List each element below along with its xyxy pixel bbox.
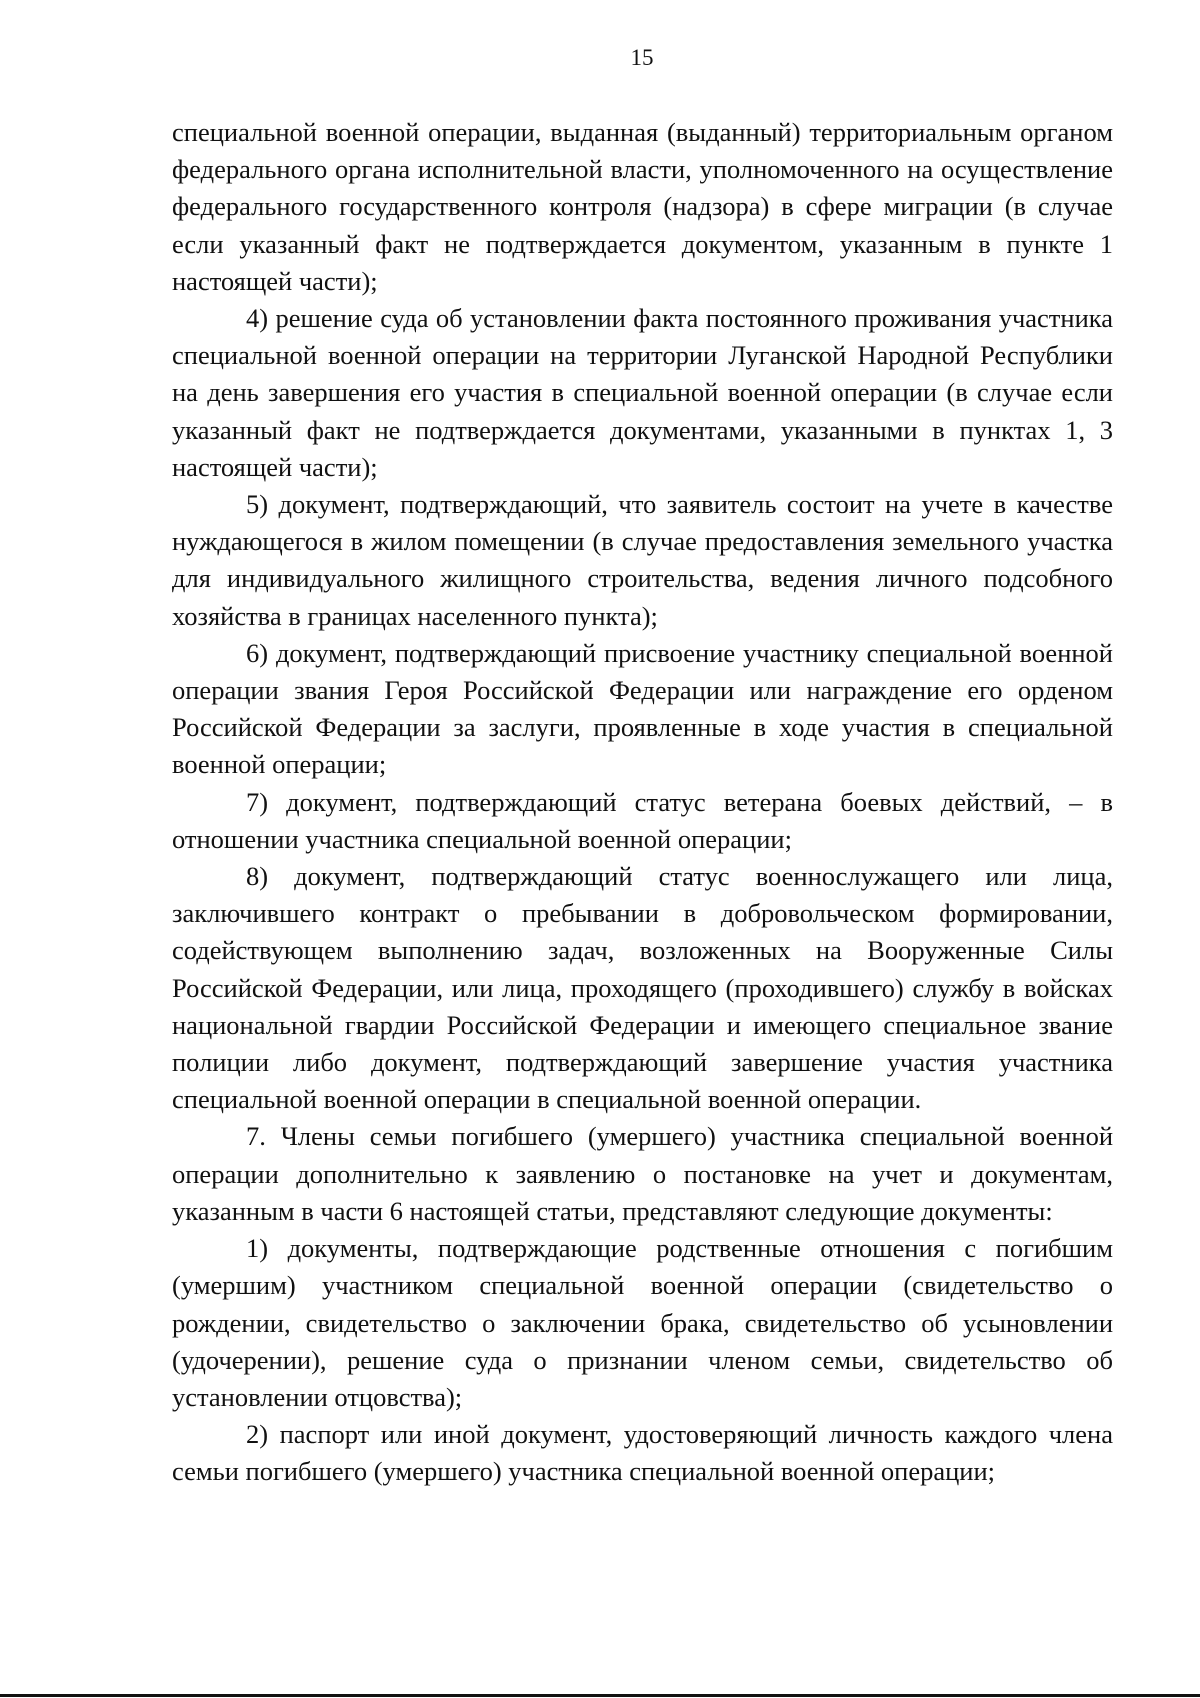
paragraph-part-7-item-1: 1) документы, подтверждающие родственные отношения с погибшим (умершим) участником специальной военной операции (свидетельство о рождении, свидетельство о заключении брака, свидетельство об усыновлении (удочерении), решение суда о признании членом семьи, свидетельство об установлении отцовства);: [172, 1233, 1113, 1412]
paragraph-item-6: 6) документ, подтверждающий присвоение участнику специальной военной операции звания Героя Российской Федерации или награждение его орденом Российской Федерации за заслуги, проявленные в ходе участия в специальной военной операции;: [172, 637, 1113, 780]
paragraph-item-7: 7) документ, подтверждающий статус ветерана боевых действий, – в отношении участника специальной военной операции;: [172, 786, 1113, 854]
paragraph-item-5: 5) документ, подтверждающий, что заявитель состоит на учете в качестве нуждающегося в жилом помещении (в случае предоставления земельного участка для индивидуального жилищного строительства, ведения личного подсобного хозяйства в границах населенного пункта);: [172, 489, 1113, 631]
page-number: 15: [630, 45, 654, 70]
paragraph-item-4: 4) решение суда об установлении факта постоянного проживания участника специальной военной операции на территории Луганской Народной Республики на день завершения его участия в специальной военной операции (в случае если указанный факт не подтверждается документами, указанными в пунктах 1, 3 настоящей части);: [172, 303, 1113, 482]
paragraph-part-7-item-2: 2) паспорт или иной документ, удостоверяющий личность каждого члена семьи погибшего (умершего) участника специальной военной операции;: [172, 1419, 1113, 1487]
paragraph-continuation: специальной военной операции, выданная (выданный) территориальным органом федерального органа исполнительной власти, уполномоченного на осуществление федерального государственного контроля (надзора) в сфере миграции (в случае если указанный факт не подтверждается документом, указанным в пункте 1 настоящей части);: [172, 117, 1113, 296]
page-bottom-rule: [0, 1694, 1200, 1697]
document-body: [172, 114, 1113, 1491]
paragraph-item-8: 8) документ, подтверждающий статус военнослужащего или лица, заключившего контракт о пребывании в добровольческом формировании, содействующем выполнению задач, возложенных на Вооруженные Силы Российской Федерации, или лица, проходящего (проходившего) службу в войсках национальной гвардии Российской Федерации и имеющего специальное звание полиции либо документ, подтверждающий завершение участия участника специальной военной операции в специальной военной операции.: [172, 861, 1113, 1115]
paragraph-part-7: 7. Члены семьи погибшего (умершего) участника специальной военной операции дополнительно к заявлению о постановке на учет и документам, указанным в части 6 настоящей статьи, представляют следующие документы:: [172, 1121, 1113, 1226]
